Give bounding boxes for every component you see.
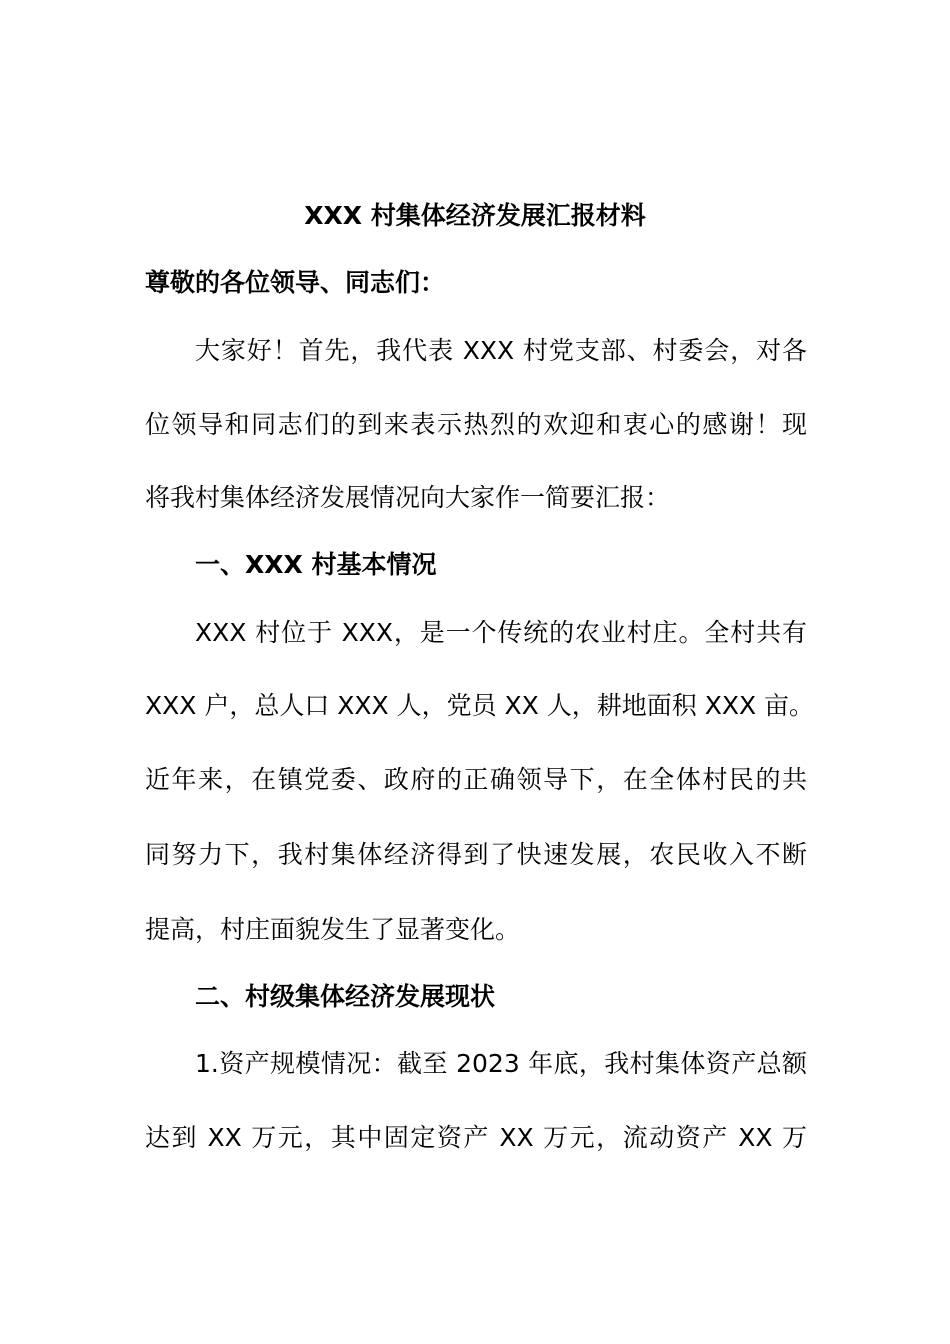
section-heading: 一、XXX 村基本情况 — [195, 550, 437, 579]
paragraph-line: 达到 XX 万元，其中固定资产 XX 万元，流动资产 XX 万 — [145, 1123, 807, 1152]
paragraph-line: 将我村集体经济发展情况向大家作一简要汇报： — [145, 483, 671, 512]
paragraph-line: 提高，村庄面貌发生了显著变化。 — [145, 915, 521, 944]
document-title: XXX 村集体经济发展汇报材料 — [304, 201, 646, 230]
paragraph-line: 1.资产规模情况：截至 2023 年底，我村集体资产总额 — [195, 1049, 807, 1078]
paragraph-line: XXX 村位于 XXX，是一个传统的农业村庄。全村共有 — [195, 618, 807, 647]
paragraph-line: 同努力下，我村集体经济得到了快速发展，农民收入不断 — [145, 840, 807, 869]
section-heading: 二、村级集体经济发展现状 — [195, 982, 496, 1011]
paragraph-line: 近年来，在镇党委、政府的正确领导下，在全体村民的共 — [145, 765, 807, 794]
paragraph-line: 大家好！首先，我代表 XXX 村党支部、村委会，对各 — [195, 336, 807, 365]
paragraph-line: XXX 户，总人口 XXX 人，党员 XX 人，耕地面积 XXX 亩。 — [145, 691, 815, 720]
salutation: 尊敬的各位领导、同志们： — [145, 268, 446, 297]
paragraph-line: 位领导和同志们的到来表示热烈的欢迎和衷心的感谢！现 — [145, 410, 807, 439]
